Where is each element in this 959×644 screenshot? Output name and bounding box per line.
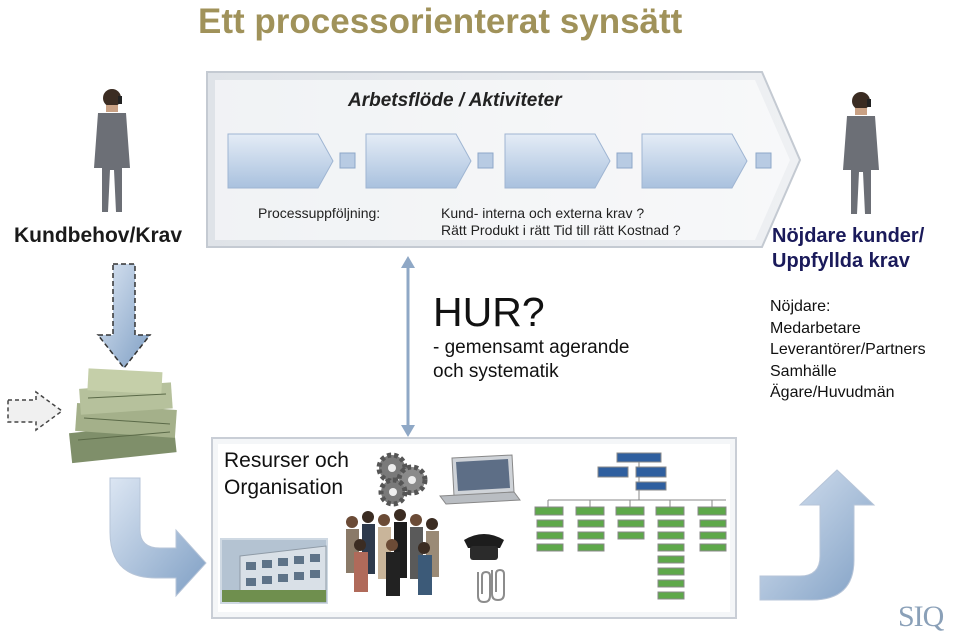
stakeholder-item: Leverantörer/Partners [770,341,926,358]
followup-label: Processuppföljning: [258,205,381,221]
satisfied-line-2: Uppfyllda krav [772,250,910,272]
customer-needs-label: Kundbehov/Krav [14,224,183,247]
curved-arrow-up-icon [760,470,874,600]
person-phone-icon [843,92,879,214]
stakeholder-item: Ägare/Huvudmän [770,384,895,401]
stakeholder-item: Medarbetare [770,319,861,337]
resources-line-2: Organisation [224,476,344,499]
workflow-title: Arbetsflöde / Aktiviteter [348,90,562,111]
followup-questions [441,205,681,239]
stakeholder-list [770,296,926,404]
satisfied-customers-label [772,224,924,274]
hur-line-1: - gemensamt agerande [433,337,630,358]
curved-arrow-right-icon [110,478,206,596]
hur-line-2: och systematik [433,361,559,382]
satisfied-line-1: Nöjdare kunder/ [772,225,925,247]
person-phone-icon [94,89,130,212]
question-1: Kund- interna och externa krav ? [441,205,645,221]
stakeholder-heading: Nöjdare: [770,298,831,315]
money-stack-icon [69,368,177,463]
resources-label [224,447,349,501]
hur-heading: HUR? [433,289,545,335]
dashed-down-arrow-icon [98,264,150,368]
question-2: Rätt Produkt i rätt Tid till rätt Kostnad ? [441,222,681,238]
telephone-icon [464,534,504,560]
building-icon [220,538,328,604]
page-title: Ett processorienterat synsätt [198,2,683,41]
resources-line-1: Resurser och [224,449,349,472]
hur-description [433,336,629,384]
siq-logo: SIQ [898,600,944,633]
double-arrow-icon [401,256,415,437]
stakeholder-item: Samhälle [770,362,837,380]
people-group-icon [338,509,448,600]
dashed-right-arrow-icon [8,392,62,430]
